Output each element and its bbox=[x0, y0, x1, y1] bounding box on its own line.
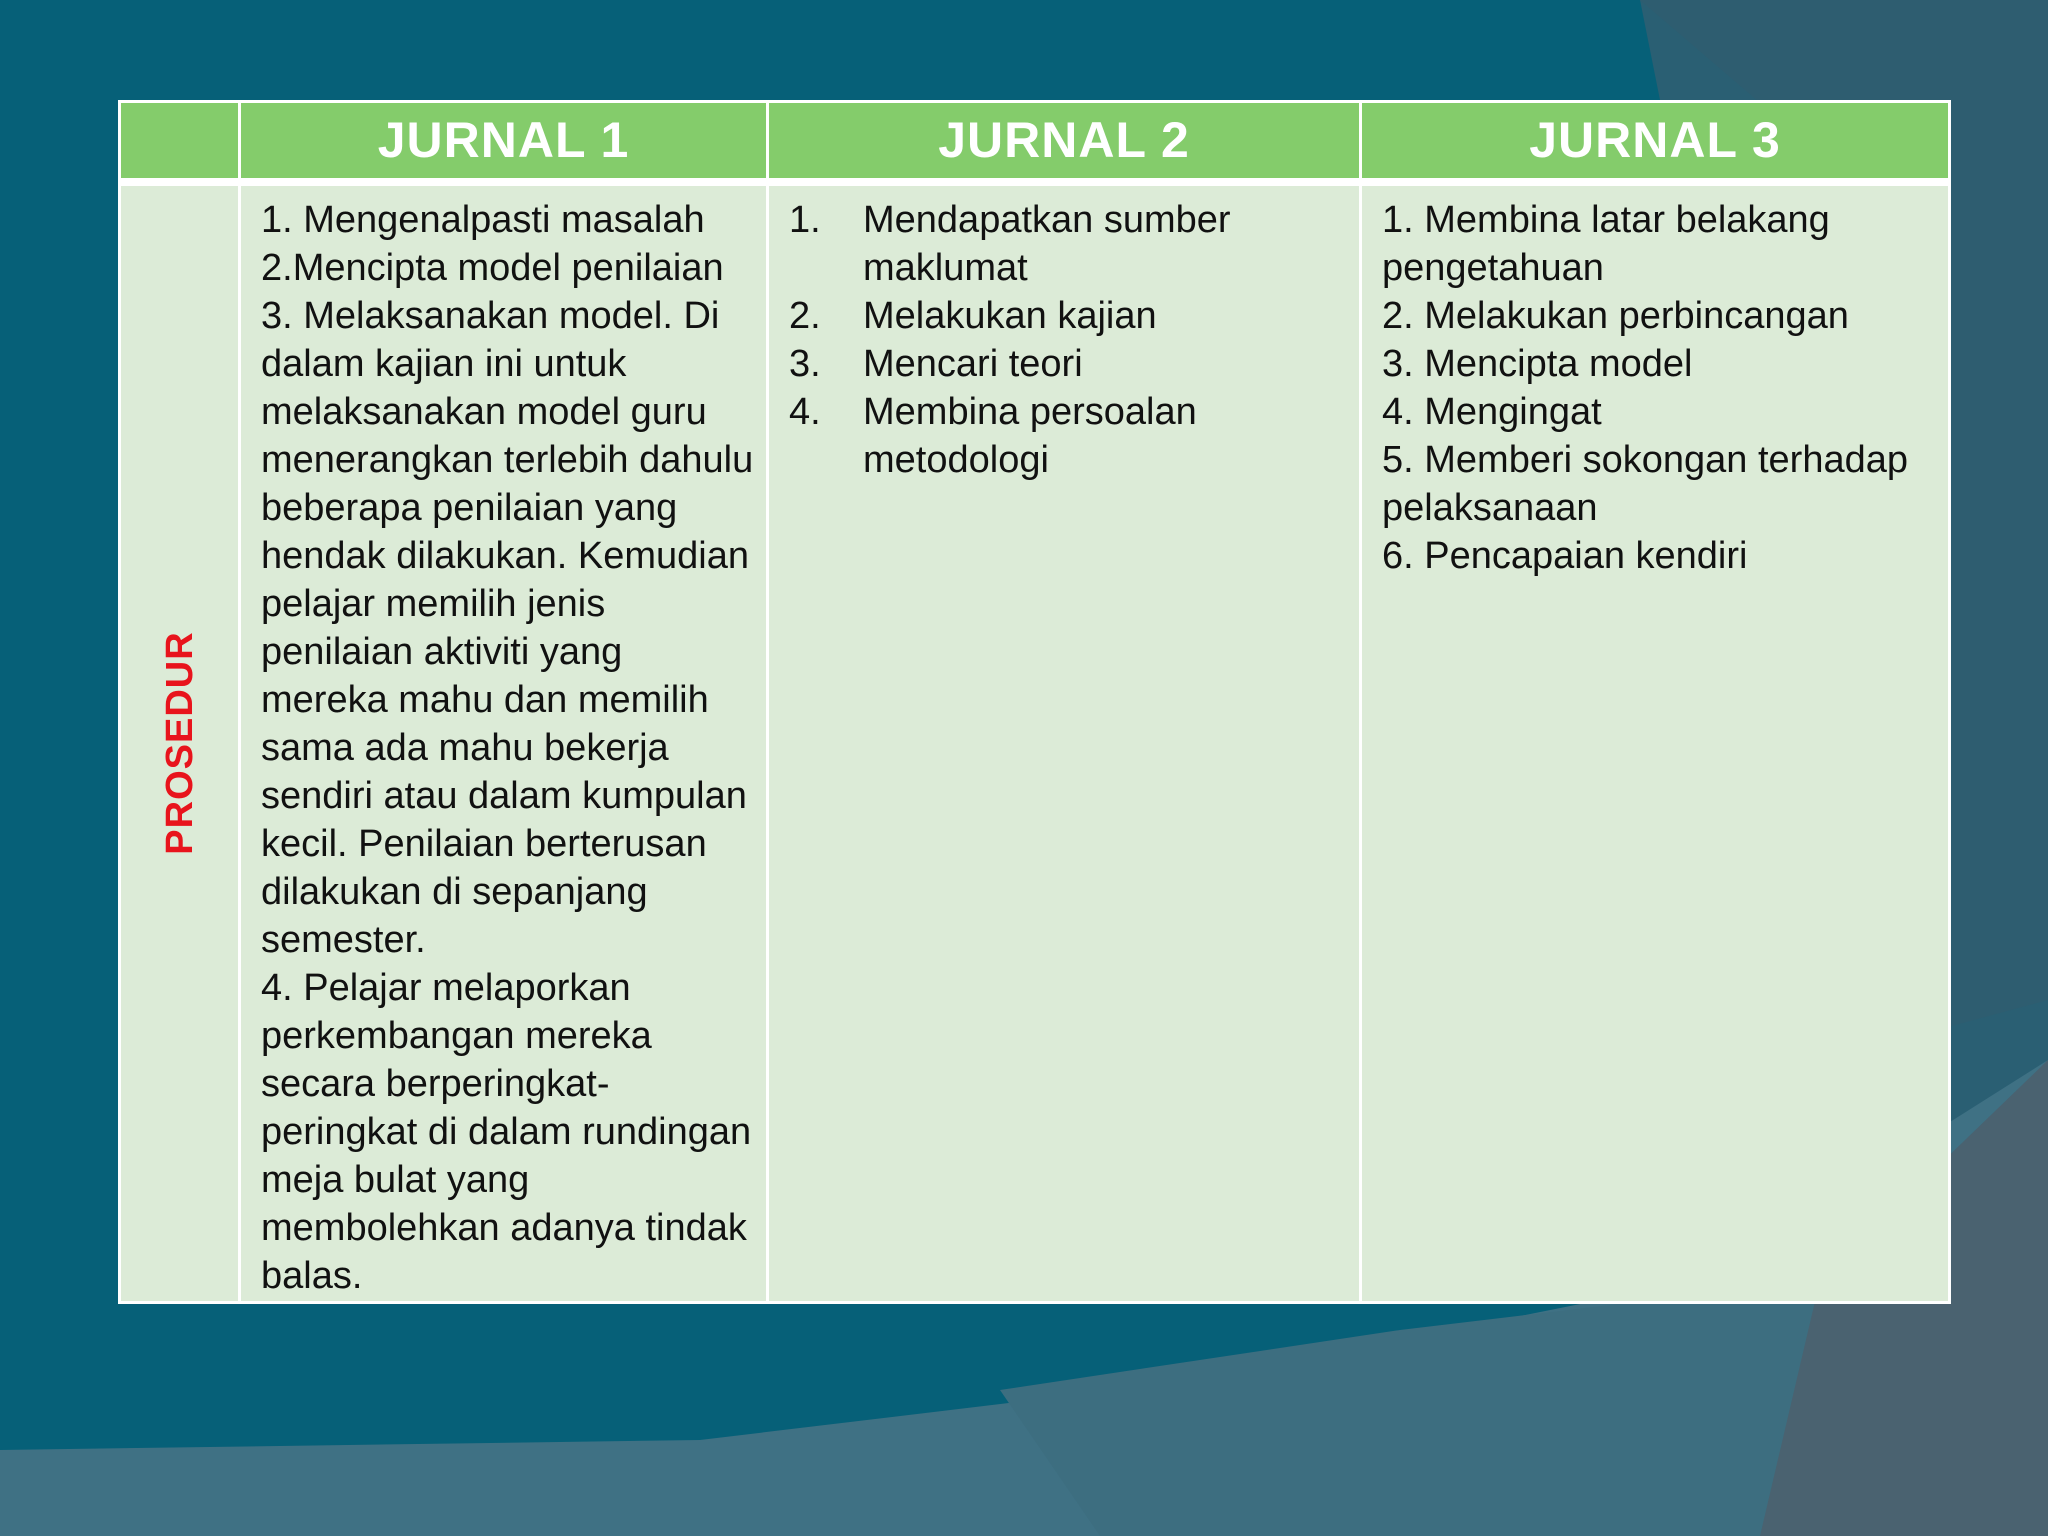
jurnal3-item-2: 2. Melakukan perbincangan bbox=[1382, 294, 1849, 337]
cell-jurnal-3 bbox=[1361, 182, 1950, 1303]
jurnal3-item-3: 3. Mencipta model bbox=[1382, 342, 1693, 385]
jurnal2-list bbox=[789, 196, 1345, 484]
list-item-text: Membina persoalan metodologi bbox=[863, 390, 1197, 481]
row-label-prosedur: PROSEDUR bbox=[158, 631, 201, 855]
list-item-text: Mencari teori bbox=[863, 342, 1083, 385]
table-header-row bbox=[120, 102, 1950, 182]
cell-jurnal-1 bbox=[240, 182, 768, 1303]
header-jurnal-3: JURNAL 3 bbox=[1361, 102, 1950, 182]
list-item-number: 2. bbox=[789, 294, 821, 337]
cell-jurnal-2 bbox=[768, 182, 1361, 1303]
jurnal3-item-1: 1. Membina latar belakang pengetahuan bbox=[1382, 198, 1830, 289]
header-jurnal-2: JURNAL 2 bbox=[768, 102, 1361, 182]
list-item-text: Melakukan kajian bbox=[863, 294, 1157, 337]
list-item-number: 4. bbox=[789, 390, 821, 433]
list-item bbox=[789, 388, 1345, 484]
list-item-number: 3. bbox=[789, 342, 821, 385]
list-item bbox=[789, 340, 1345, 388]
jurnal3-item-4: 4. Mengingat bbox=[1382, 390, 1602, 433]
list-item bbox=[789, 292, 1345, 340]
jurnal1-item-3: 3. Melaksanakan model. Di dalam kajian ini untuk melaksanakan model guru menerangkan terlebih dahulu beberapa penilaian yang hendak dilakukan. Kemudian pelajar memilih jenis penilaian aktiviti yang mereka mahu dan memilih sama ada mahu bekerja sendiri atau dalam kumpulan kecil. Penilaian berterusan dilakukan di sepanjang semester. bbox=[261, 294, 754, 961]
list-item-text: Mendapatkan sumber maklumat bbox=[863, 198, 1231, 289]
jurnal3-item-6: 6. Pencapaian kendiri bbox=[1382, 534, 1748, 577]
list-item bbox=[789, 196, 1345, 292]
row-label-cell bbox=[120, 182, 240, 1303]
jurnal1-item-1: 1. Mengenalpasti masalah bbox=[261, 198, 705, 241]
jurnal3-item-5: 5. Memberi sokongan terhadap pelaksanaan bbox=[1382, 438, 1908, 529]
header-jurnal-1: JURNAL 1 bbox=[240, 102, 768, 182]
jurnal1-item-4: 4. Pelajar melaporkan perkembangan mereka secara berperingkat-peringkat di dalam rundingan meja bulat yang membolehkan adanya tindak balas. bbox=[261, 966, 752, 1297]
journal-comparison-table bbox=[118, 100, 1951, 1304]
jurnal1-item-2: 2.Mencipta model penilaian bbox=[261, 246, 724, 289]
header-corner-cell bbox=[120, 102, 240, 182]
list-item-number: 1. bbox=[789, 198, 821, 241]
table-row-prosedur bbox=[120, 182, 1950, 1303]
